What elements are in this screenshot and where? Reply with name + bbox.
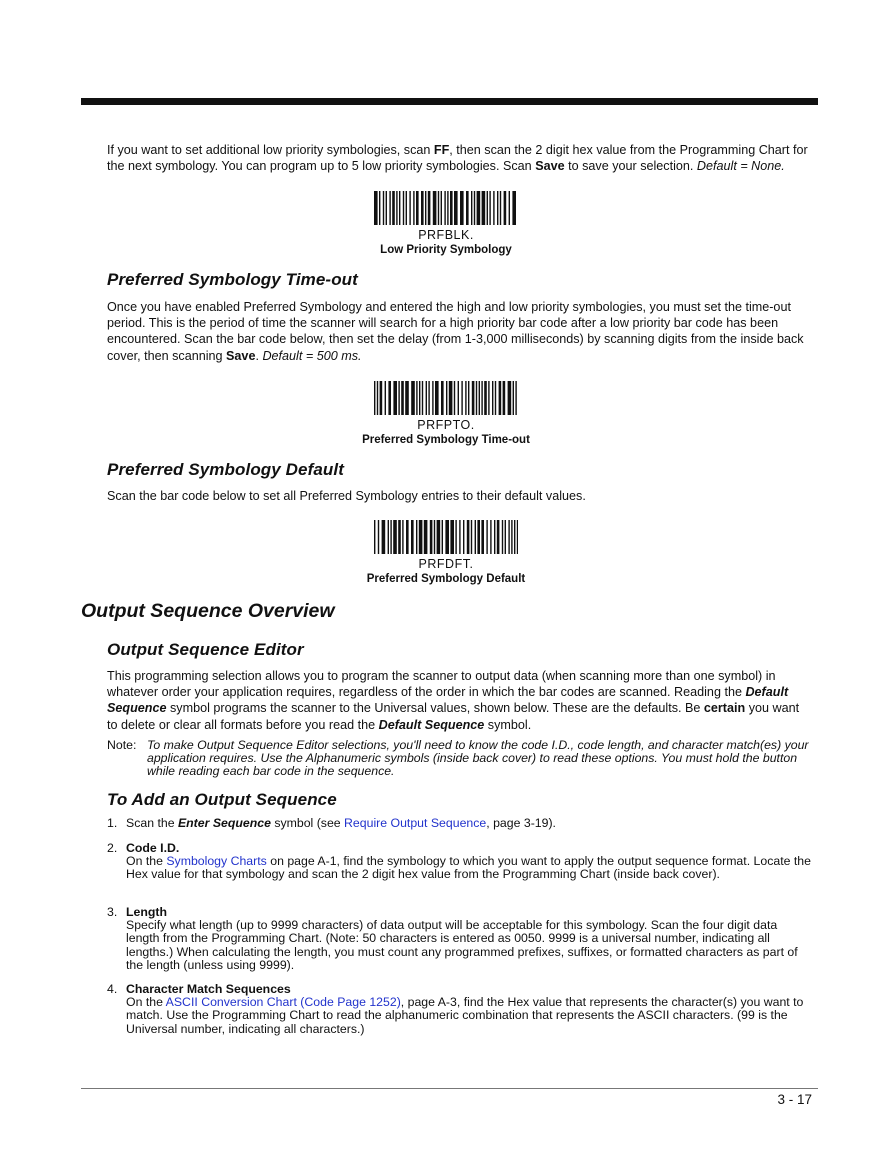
barcode-bar — [385, 381, 386, 415]
step-title: Length — [126, 905, 167, 919]
barcode-bar — [406, 520, 409, 554]
barcode-bar — [449, 381, 453, 415]
barcode-bar — [477, 520, 480, 554]
barcode-bar — [514, 520, 515, 554]
barcode-bar — [509, 191, 510, 225]
note-text: To make Output Sequence Editor selections, you'll need to know the code I.D., code length, and character match(es) your application requires. Use the Alphanumeric symbols (inside back cover) to read these options. You must hold the button while reading each bar code in the sequence. — [147, 738, 809, 779]
step-1: 1. Scan the Enter Sequence symbol (see Require Output Sequence, page 3-19). — [107, 816, 556, 830]
step-3: 3. Length Specify what length (up to 9999 characters) of data output will be acceptable for this symbology. Scan the four digit data length from the Programming Chart. (Note: 50 characters is entered as 0050. 9999 is a universal number, indicating all lengths.) When calculating the length, you must count any programmed prefixes, suffixes, or formatted characters as part of the length (unless using 9999). — [107, 906, 813, 972]
page-number: 3 - 17 — [777, 1092, 812, 1107]
barcode-bar — [450, 520, 454, 554]
barcode-bar — [494, 520, 495, 554]
barcode-image — [372, 191, 520, 225]
barcode-bar — [377, 381, 378, 415]
barcode-bar — [389, 191, 390, 225]
heading-ps-default: Preferred Symbology Default — [107, 460, 344, 479]
link-ascii-conversion-chart[interactable]: ASCII Conversion Chart (Code Page 1252) — [165, 995, 401, 1010]
heading-timeout: Preferred Symbology Time-out — [107, 270, 358, 289]
barcode-bar — [390, 520, 391, 554]
barcode-bar — [444, 191, 445, 225]
note-label: Note: — [107, 738, 137, 752]
barcode-bar — [405, 381, 409, 415]
barcode-caption: Preferred Symbology Default — [366, 573, 526, 585]
barcode-bar — [477, 191, 481, 225]
barcode-bar — [458, 381, 459, 415]
barcode-bar — [467, 520, 470, 554]
barcode-bar — [482, 191, 486, 225]
barcode-bar — [428, 191, 431, 225]
barcode-bar — [471, 520, 472, 554]
barcode-bar — [441, 191, 442, 225]
barcode-bar — [475, 520, 476, 554]
link-require-output-sequence[interactable]: Require Output Sequence — [344, 816, 487, 830]
barcode-image — [372, 381, 520, 415]
barcode-bar — [495, 381, 496, 415]
barcode-bar — [433, 191, 437, 225]
barcode-bar — [517, 520, 518, 554]
barcode-bar — [426, 381, 427, 415]
step-2: 2. Code I.D. On the Symbology Charts on page A-1, find the symbology to which you want to apply the output sequence format. Locate the Hex value for that symbology and scan the 2 digit hex value from the Programming Chart (inside back cover). — [107, 842, 813, 882]
barcode-bar — [445, 520, 449, 554]
barcode-bar — [406, 191, 407, 225]
footer-rule — [81, 1088, 818, 1089]
barcode-bar — [512, 191, 516, 225]
barcode-bar — [416, 520, 417, 554]
barcode-bar — [459, 520, 460, 554]
barcode-bar — [402, 520, 403, 554]
barcode-bar — [441, 381, 444, 415]
barcode-bar — [374, 191, 378, 225]
ps-default-paragraph: Scan the bar code below to set all Preferred Symbology entries to their default values. — [107, 489, 586, 503]
barcode-bar — [481, 520, 484, 554]
barcode-bar — [492, 381, 493, 415]
barcode-bar — [468, 381, 469, 415]
barcode-text: PRFBLK. — [418, 228, 474, 242]
barcode-bar — [481, 381, 482, 415]
intro-paragraph: If you want to set additional low priority symbologies, scan FF, then scan the 2 digit hex value from the Programming Chart for the next symbology. You can program up to 5 low priority symbologies. Scan Save to save your selection. Default = None. — [107, 143, 808, 174]
timeout-paragraph: Once you have enabled Preferred Symbology and entered the high and low priority symbologies, you must set the time-out period. This is the period of time the scanner will search for a high priority bar code after a low priority bar code has been encountered. Scan the bar code below, then set the delay (from 1-3,000 milliseconds) by scanning digits from the inside back cover, then scanning Save. Default = 500 ms. — [107, 300, 804, 363]
barcode-bar — [493, 191, 494, 225]
barcode-bar — [403, 191, 404, 225]
barcode-bar — [435, 381, 439, 415]
barcode-bar — [419, 381, 420, 415]
link-symbology-charts[interactable]: Symbology Charts — [166, 854, 267, 869]
barcode-bar — [497, 191, 498, 225]
barcode-bar — [416, 191, 419, 225]
barcode-bar — [487, 191, 488, 225]
barcode-bar — [463, 520, 464, 554]
barcode-bar — [471, 191, 472, 225]
barcode-bar — [466, 191, 469, 225]
barcode-bar — [515, 381, 516, 415]
barcode-bar — [393, 381, 397, 415]
header-rule — [81, 98, 818, 105]
step-title: Character Match Sequences — [126, 982, 291, 996]
barcode-bar — [378, 520, 379, 554]
barcode-bar — [450, 191, 453, 225]
barcode-bar — [388, 520, 389, 554]
barcode-bar — [379, 191, 380, 225]
barcode-bar — [411, 520, 414, 554]
barcode-bar — [505, 520, 506, 554]
barcode-bar — [500, 191, 501, 225]
barcode-bar — [392, 191, 395, 225]
barcode-text: PRFDFT. — [418, 557, 474, 571]
barcode-bar — [513, 381, 514, 415]
note — [107, 739, 813, 779]
barcode-bar — [499, 381, 502, 415]
barcode-bar — [455, 520, 456, 554]
barcode-bar — [413, 191, 414, 225]
barcode-bar — [430, 520, 433, 554]
barcode-bar — [489, 191, 490, 225]
barcode-bar — [460, 191, 464, 225]
barcode-bar — [411, 381, 415, 415]
barcode-bar — [511, 520, 512, 554]
barcode-bar — [484, 381, 487, 415]
barcode-bar — [419, 520, 423, 554]
barcode-bar — [472, 381, 475, 415]
editor-paragraph: This programming selection allows you to program the scanner to output data (when scanning more than one symbol) in whatever order your application requires, regardless of the order in which the bar codes are scanned. Reading the Default Sequence symbol programs the scanner to the Universal values, shown below. These are the defaults. Be certain you want to delete or clear all formats before you read the Default Sequence symbol. — [107, 669, 800, 732]
barcode-bar — [382, 520, 386, 554]
barcode-low-priority — [0, 191, 892, 256]
barcode-bar — [461, 381, 462, 415]
barcode-bar — [508, 381, 512, 415]
step-4: 4. Character Match Sequences On the ASCII Conversion Chart (Code Page 1252), page A-3, find the Hex value that represents the character(s) you want to match. Use the Programming Chart to read the alphanumeric combination that represents the ASCII characters. (99 is the Universal number, indicating all characters.) — [107, 983, 813, 1036]
barcode-bar — [374, 520, 375, 554]
barcode-image — [372, 520, 520, 554]
barcode-bar — [398, 520, 401, 554]
barcode-bar — [490, 520, 491, 554]
barcode-bar — [409, 191, 410, 225]
heading-output-sequence-overview: Output Sequence Overview — [81, 600, 335, 622]
barcode-bar — [380, 381, 383, 415]
barcode-bar — [442, 520, 443, 554]
barcode-caption: Preferred Symbology Time-out — [362, 434, 530, 446]
barcode-timeout — [0, 381, 892, 446]
barcode-bar — [432, 381, 433, 415]
barcode-bar — [386, 191, 387, 225]
barcode-bar — [388, 381, 391, 415]
barcode-bar — [474, 191, 475, 225]
barcode-bar — [424, 520, 428, 554]
barcode-bar — [374, 381, 375, 415]
barcode-bar — [502, 520, 503, 554]
barcode-bar — [486, 520, 487, 554]
barcode-bar — [476, 381, 477, 415]
barcode-bar — [438, 191, 439, 225]
barcode-bar — [503, 381, 506, 415]
step-title: Code I.D. — [126, 841, 180, 855]
barcode-bar — [421, 191, 424, 225]
barcode-bar — [383, 191, 384, 225]
barcode-bar — [465, 381, 466, 415]
barcode-text: PRFPTO. — [417, 418, 475, 432]
barcode-bar — [508, 520, 509, 554]
barcode-bar — [401, 381, 404, 415]
barcode-bar — [454, 381, 455, 415]
barcode-bar — [437, 520, 441, 554]
barcode-bar — [399, 191, 400, 225]
heading-add-output-sequence: To Add an Output Sequence — [107, 790, 337, 809]
heading-output-sequence-editor: Output Sequence Editor — [107, 640, 304, 659]
barcode-bar — [422, 381, 423, 415]
barcode-caption: Low Priority Symbology — [380, 244, 512, 256]
barcode-bar — [504, 191, 507, 225]
barcode-bar — [447, 191, 448, 225]
barcode-bar — [425, 191, 426, 225]
barcode-bar — [446, 381, 447, 415]
barcode-bar — [479, 381, 480, 415]
barcode-ps-default — [0, 520, 892, 585]
barcode-bar — [454, 191, 458, 225]
barcode-bar — [393, 520, 397, 554]
barcode-bar — [488, 381, 489, 415]
barcode-bar — [416, 381, 417, 415]
barcode-bar — [428, 381, 429, 415]
barcode-bar — [398, 381, 399, 415]
barcode-bar — [434, 520, 435, 554]
barcode-bar — [497, 520, 500, 554]
barcode-bar — [396, 191, 397, 225]
